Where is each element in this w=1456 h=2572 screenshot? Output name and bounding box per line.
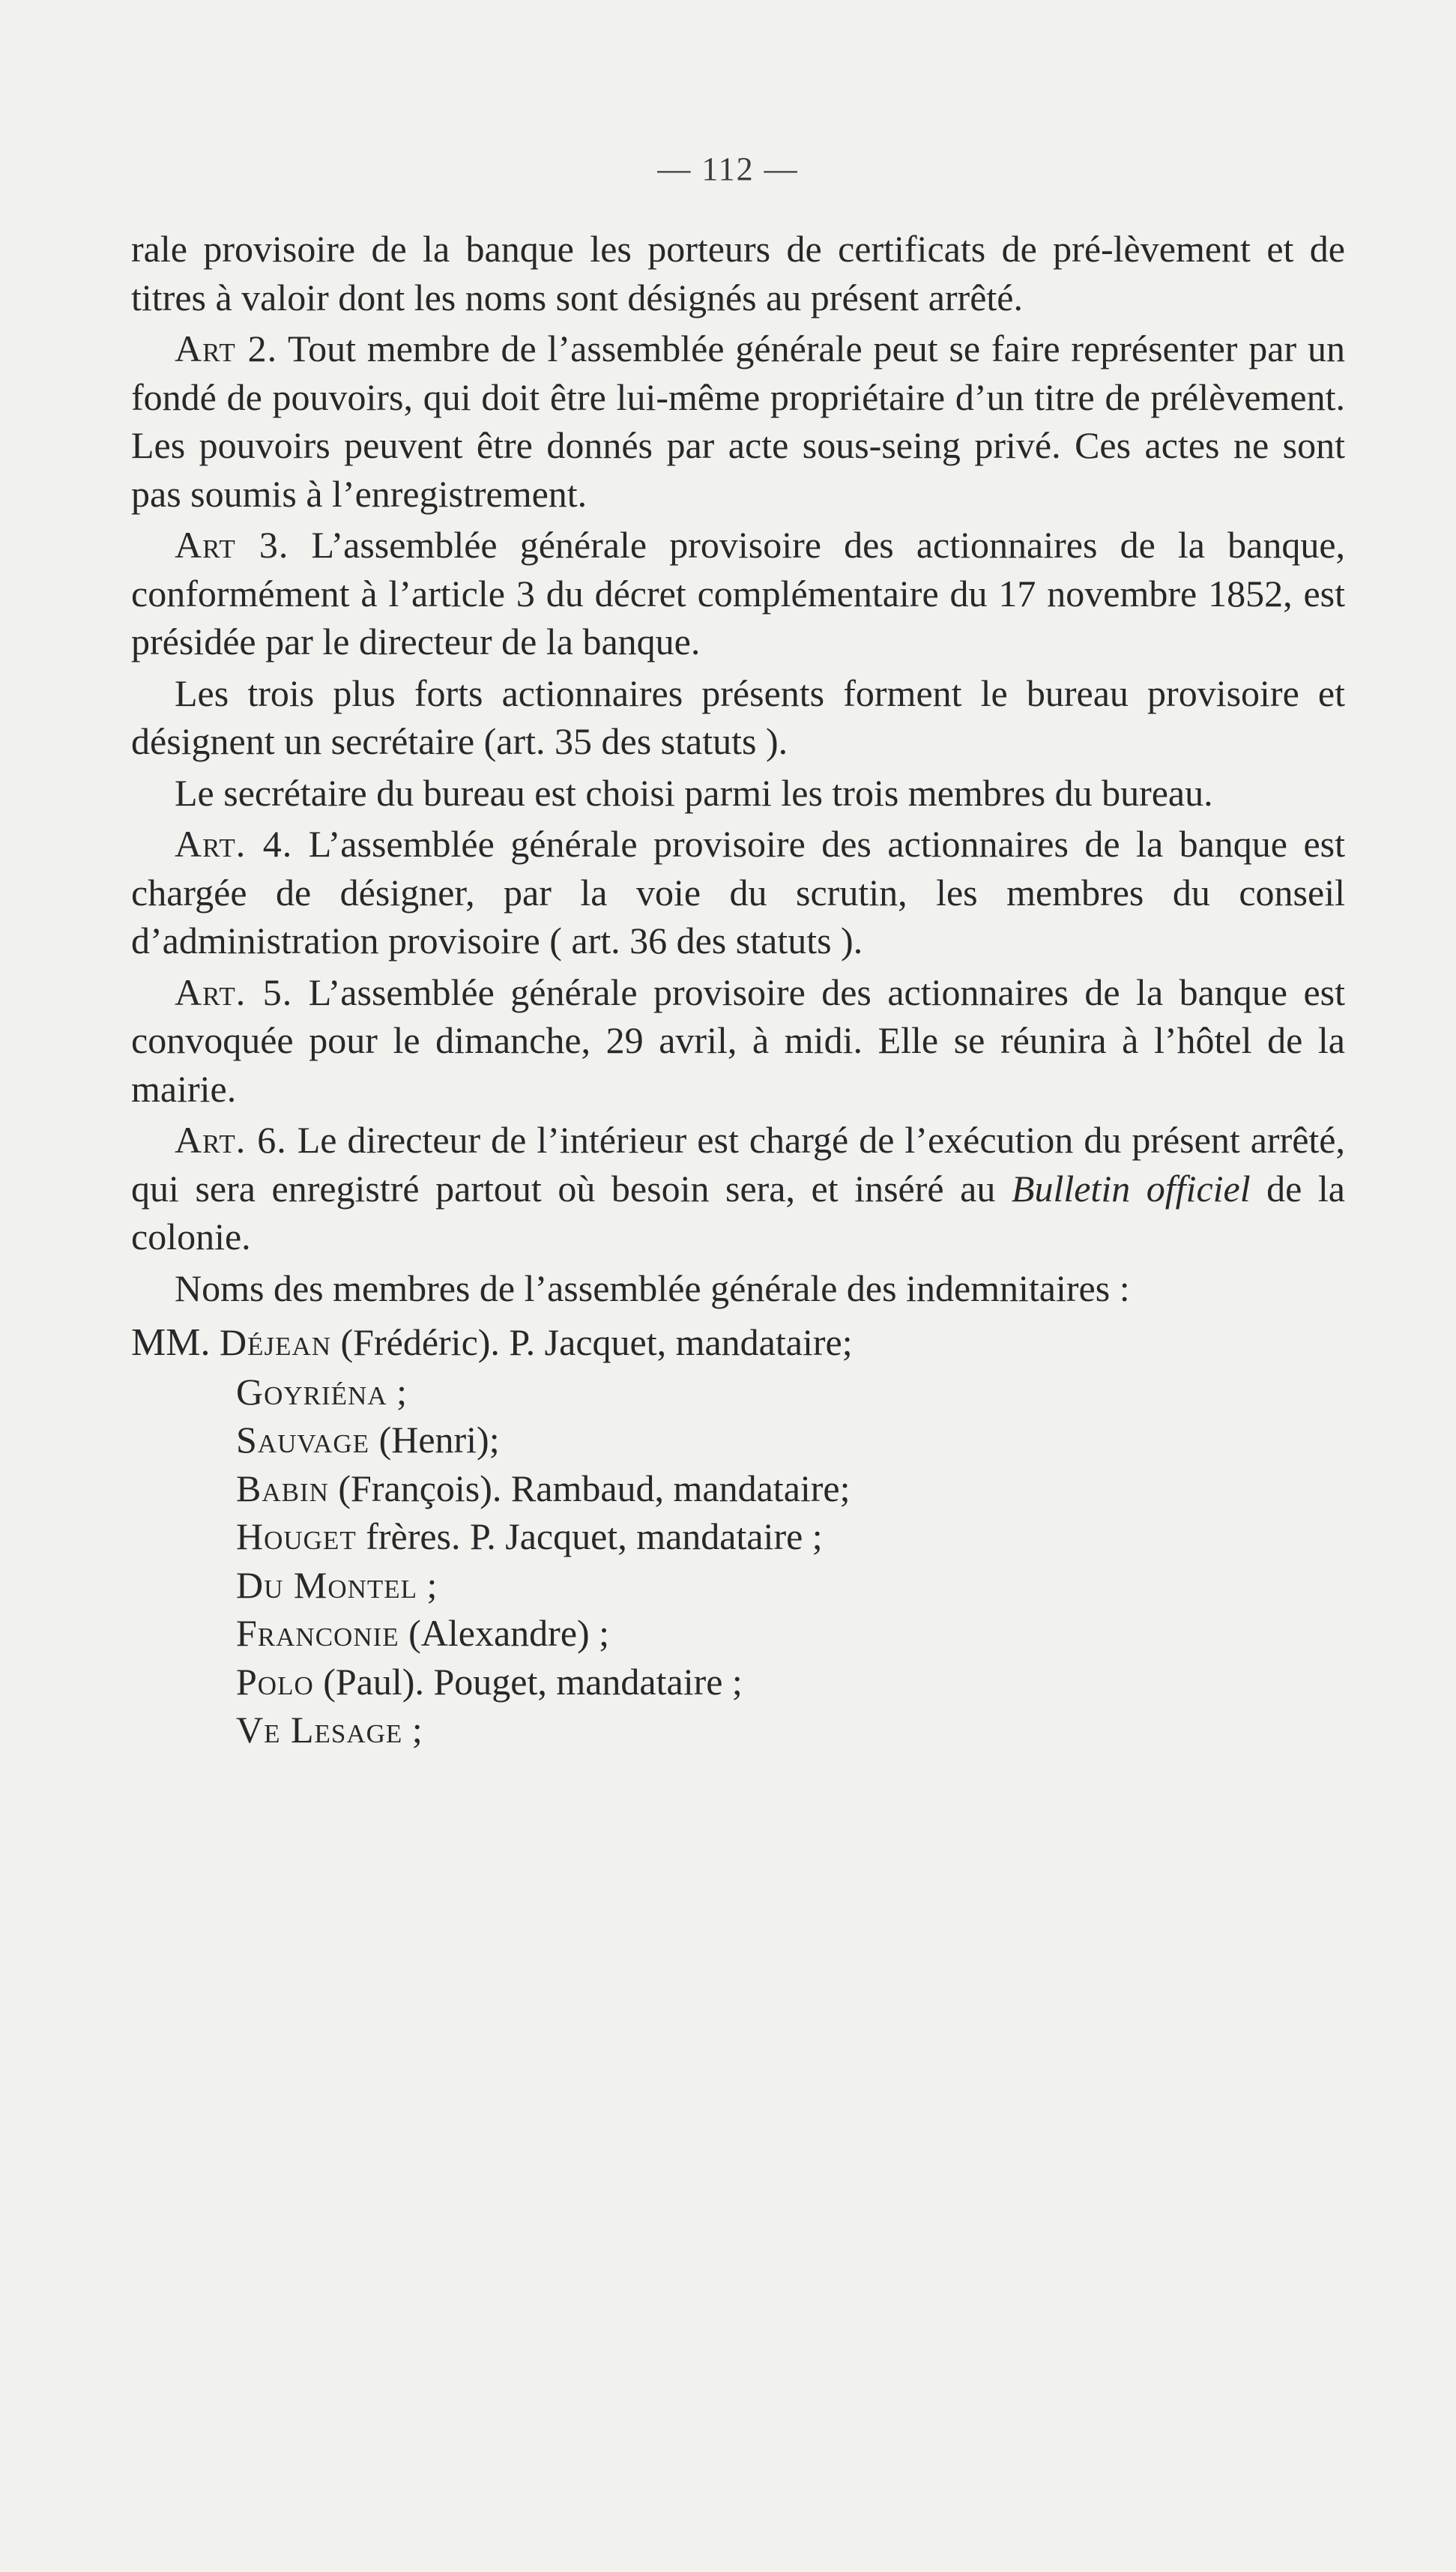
member-name: Babin — [236, 1467, 329, 1509]
list-item — [131, 1512, 1345, 1561]
article-5 — [131, 968, 1345, 1114]
article-label: Art 2. — [175, 327, 278, 369]
body-text — [131, 225, 1345, 1754]
paragraph-text: Le secrétaire du bureau est choisi parmi les trois membres du bureau. — [175, 771, 1213, 814]
member-detail: (François). Rambaud, mandataire; — [338, 1467, 851, 1509]
member-detail: ; — [411, 1709, 423, 1751]
member-name: Goyriéna — [236, 1370, 387, 1413]
member-name: Sauvage — [236, 1419, 370, 1461]
member-name: Déjean — [219, 1321, 332, 1363]
paragraph-text: Le directeur de l’intérieur est chargé de l’exécution du présent arrêté, qui sera enregistré partout où besoin sera, et inséré au — [131, 1119, 1346, 1210]
member-name: Houget — [236, 1515, 357, 1557]
list-item — [131, 1609, 1345, 1658]
article-label: Art 3. — [175, 524, 289, 566]
member-detail: (Paul). Pouget, mandataire ; — [323, 1660, 743, 1703]
article-label: Art. 4. — [175, 823, 293, 865]
member-name: Ve Lesage — [236, 1709, 403, 1751]
paragraph-text: L’assemblée générale provisoire des actionnaires de la banque est chargée de désigner, par la voie du scrutin, les membres du conseil d’administration provisoire ( art. 36 des statuts ). — [131, 823, 1346, 962]
members-heading — [131, 1264, 1345, 1313]
paragraph-text: Tout membre de l’assemblée générale peut se faire représenter par un fondé de pouvoirs, qui doit être lui-même propriétaire d’un titre de prélèvement. Les pouvoirs peuvent être donnés par acte sous-seing privé. Ces actes ne sont pas soumis à l’enregistrement. — [131, 327, 1345, 515]
paragraph-continuation — [131, 225, 1345, 322]
page-number: — 112 — — [657, 151, 799, 187]
bulletin-title: Bulletin officiel — [1011, 1167, 1251, 1210]
paragraph-text: de la colonie. — [131, 1167, 1346, 1258]
article-6 — [131, 1116, 1345, 1261]
paragraph-secretaire — [131, 769, 1345, 818]
member-detail: frères. P. Jacquet, mandataire ; — [366, 1515, 823, 1557]
list-item — [131, 1464, 1345, 1513]
member-detail: ; — [426, 1563, 438, 1606]
list-item — [131, 1706, 1345, 1754]
article-label: Art. 5. — [175, 970, 293, 1013]
member-name: Polo — [236, 1660, 314, 1703]
paragraph-bureau — [131, 669, 1345, 766]
member-detail: (Alexandre) ; — [408, 1612, 610, 1654]
list-item — [131, 1318, 1345, 1368]
article-4 — [131, 820, 1345, 965]
member-detail: (Henri); — [378, 1419, 500, 1461]
member-detail: (Frédéric). P. Jacquet, mandataire; — [340, 1321, 853, 1363]
list-item — [131, 1658, 1345, 1706]
paragraph-text: L’assemblée générale provisoire des actionnaires de la banque est convoquée pour le dimanche, 29 avril, à midi. Elle se réunira à l’hôtel de la mairie. — [131, 970, 1346, 1110]
list-item — [131, 1416, 1345, 1464]
article-2 — [131, 324, 1345, 518]
list-item — [131, 1368, 1345, 1416]
paragraph-text: Noms des membres de l’assemblée générale des indemnitaires : — [175, 1267, 1130, 1309]
list-item — [131, 1561, 1345, 1610]
article-label: Art. 6. — [175, 1119, 287, 1161]
paragraph-text: L’assemblée générale provisoire des actionnaires de la banque, conformément à l’article 3 du décret complémentaire du 17 novembre 1852, est présidée par le directeur de la banque. — [131, 524, 1346, 662]
member-name: Du Montel — [236, 1563, 418, 1606]
member-detail: ; — [396, 1370, 407, 1413]
paragraph-text: rale provisoire de la banque les porteurs de certificats de pré-lèvement et de titres à valoir dont les noms sont désignés au présent arrêté. — [131, 228, 1345, 319]
article-3 — [131, 521, 1345, 666]
member-name: Franconie — [236, 1612, 399, 1654]
members-list — [131, 1318, 1345, 1754]
members-prefix: MM. — [131, 1321, 211, 1364]
paragraph-text: Les trois plus forts actionnaires présents forment le bureau provisoire et désignent un secrétaire (art. 35 des statuts ). — [131, 671, 1345, 762]
